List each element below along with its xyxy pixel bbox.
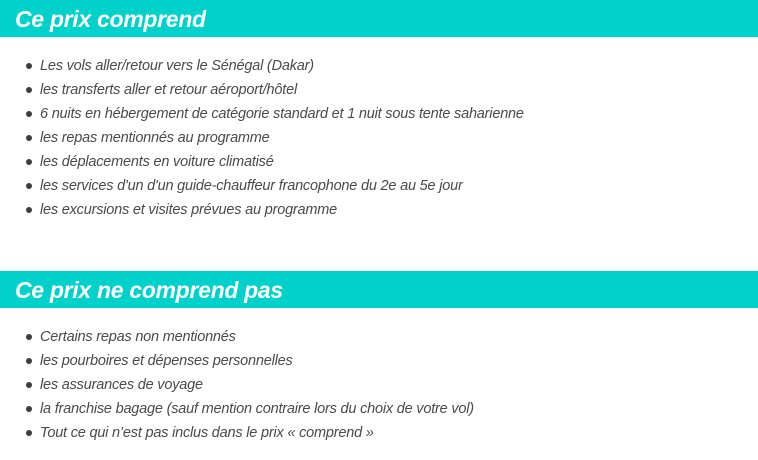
bullet-icon — [26, 430, 32, 436]
list-item — [0, 421, 758, 445]
list-item — [0, 54, 758, 78]
list-item — [0, 126, 758, 150]
bullet-icon — [26, 183, 32, 189]
list-item — [0, 397, 758, 421]
list-item-text: les déplacements en voiture climatisé — [40, 154, 274, 170]
price-excludes-list — [0, 308, 758, 445]
bullet-icon — [26, 334, 32, 340]
list-item-text: les pourboires et dépenses personnelles — [40, 353, 293, 369]
list-item — [0, 78, 758, 102]
bullet-icon — [26, 358, 32, 364]
price-includes-section — [0, 0, 758, 222]
price-includes-title: Ce prix comprend — [15, 5, 206, 32]
list-item-text: Tout ce qui n’est pas inclus dans le prix « comprend » — [40, 425, 374, 441]
list-item-text: Certains repas non mentionnés — [40, 329, 236, 345]
bullet-icon — [26, 406, 32, 412]
list-item — [0, 174, 758, 198]
list-item — [0, 349, 758, 373]
list-item-text: les excursions et visites prévues au programme — [40, 202, 338, 218]
list-item-text: les assurances de voyage — [40, 377, 203, 393]
bullet-icon — [26, 207, 32, 213]
list-item-text: Les vols aller/retour vers le Sénégal (Dakar) — [40, 58, 314, 74]
price-excludes-banner — [0, 271, 758, 308]
bullet-icon — [26, 111, 32, 117]
list-item — [0, 102, 758, 126]
price-excludes-title: Ce prix ne comprend pas — [15, 276, 283, 303]
list-item — [0, 198, 758, 222]
list-item-text: 6 nuits en hébergement de catégorie standard et 1 nuit sous tente saharienne — [40, 106, 524, 122]
list-item-text: les transferts aller et retour aéroport/hôtel — [40, 82, 297, 98]
bullet-icon — [26, 135, 32, 141]
list-item-text: la franchise bagage (sauf mention contraire lors du choix de votre vol) — [40, 401, 474, 417]
list-item-text: les services d'un d'un guide-chauffeur francophone du 2e au 5e jour — [40, 178, 463, 194]
price-includes-banner — [0, 0, 758, 37]
bullet-icon — [26, 63, 32, 69]
list-item — [0, 150, 758, 174]
list-item-text: les repas mentionnés au programme — [40, 130, 270, 146]
list-item — [0, 373, 758, 397]
bullet-icon — [26, 159, 32, 165]
price-includes-list — [0, 37, 758, 222]
price-excludes-section — [0, 271, 758, 445]
bullet-icon — [26, 382, 32, 388]
list-item — [0, 325, 758, 349]
bullet-icon — [26, 87, 32, 93]
